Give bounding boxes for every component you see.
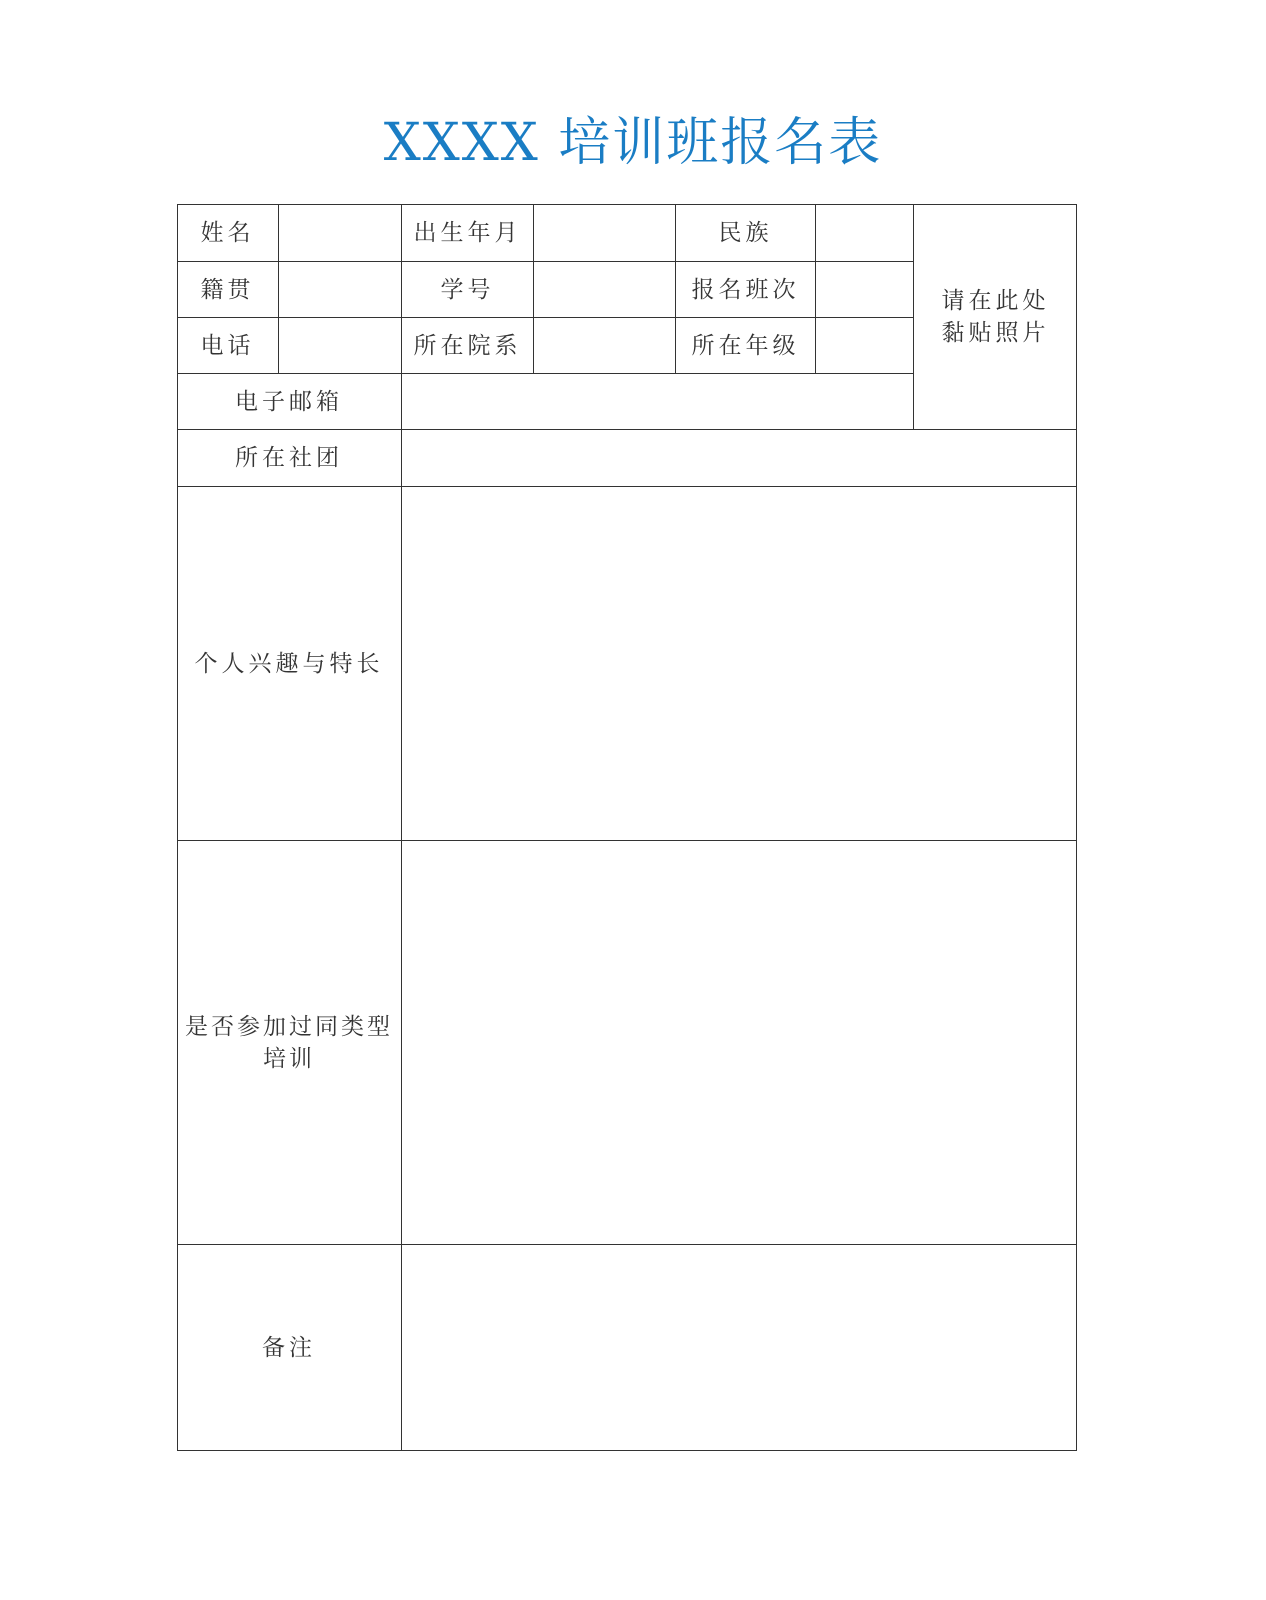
label-department: 所在院系 — [413, 332, 522, 359]
ethnicity-field[interactable] — [816, 204, 913, 261]
class-session-field[interactable] — [816, 262, 913, 317]
student-id-field[interactable] — [534, 262, 675, 317]
label-prior-training — [177, 841, 401, 1244]
label-prior-training-line2: 培训 — [263, 1045, 315, 1072]
label-name: 姓名 — [200, 219, 255, 246]
name-field[interactable] — [279, 204, 401, 261]
label-native-place: 籍贯 — [200, 276, 255, 303]
label-birth: 出生年月 — [413, 219, 522, 246]
birth-field[interactable] — [534, 204, 675, 261]
label-student-id: 学号 — [440, 276, 495, 303]
photo-placeholder[interactable] — [914, 204, 1077, 429]
label-email: 电子邮箱 — [235, 388, 343, 415]
prior-training-field[interactable] — [402, 841, 1077, 1244]
label-club: 所在社团 — [235, 445, 343, 471]
grade-field[interactable] — [816, 318, 913, 373]
label-phone: 电话 — [200, 332, 255, 359]
email-field[interactable] — [402, 374, 913, 429]
club-field[interactable] — [402, 430, 1077, 486]
page-title: XXXX 培训班报名表 — [383, 113, 883, 173]
native-place-field[interactable] — [279, 262, 401, 317]
label-class-session: 报名班次 — [691, 276, 800, 303]
photo-hint-line1: 请在此处 — [941, 287, 1050, 314]
photo-hint-line2: 黏贴照片 — [941, 319, 1050, 346]
remarks-field[interactable] — [402, 1245, 1077, 1451]
label-ethnicity: 民族 — [718, 219, 773, 246]
interests-field[interactable] — [402, 487, 1077, 840]
label-grade: 所在年级 — [691, 332, 800, 359]
department-field[interactable] — [534, 318, 675, 373]
label-prior-training-line1: 是否参加过同类型 — [185, 1013, 393, 1040]
phone-field[interactable] — [279, 318, 401, 373]
label-remarks: 备注 — [262, 1335, 316, 1361]
label-interests: 个人兴趣与特长 — [194, 650, 384, 677]
